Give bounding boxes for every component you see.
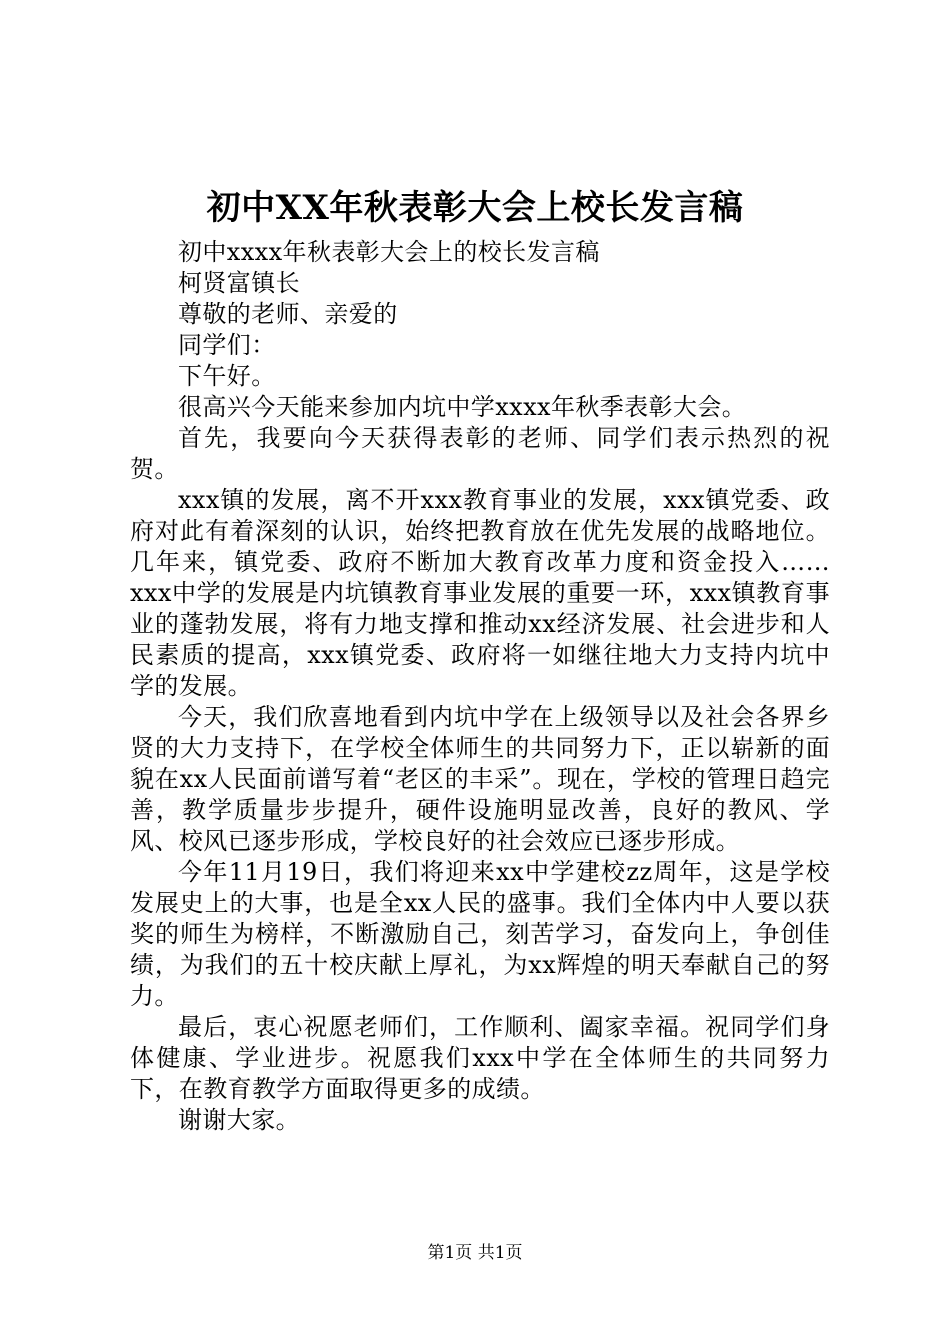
paragraph-anniversary: 今年11月19日，我们将迎来xx中学建校zz周年，这是学校发展史上的大事，也是全xx人民的盛事。我们全体内中人要以获奖的师生为榜样，不断激励自己，刻苦学习，奋发向上，争创佳绩，为我们的五十校庆献上厚礼，为xx辉煌的明天奉献自己的努力。	[130, 858, 830, 1010]
paragraph-school-progress: 今天，我们欣喜地看到内坑中学在上级领导以及社会各界乡贤的大力支持下，在学校全体师生的共同努力下，正以崭新的面貌在xx人民面前谱写着“老区的丰采”。现在，学校的管理日趋完善，教学质量步步提升，硬件设施明显改善，良好的教风、学风、校风已逐步形成，学校良好的社会效应已逐步形成。	[130, 703, 830, 855]
paragraph-opening: 很高兴今天能来参加内坑中学xxxx年秋季表彰大会。	[178, 393, 747, 421]
paragraph-closing-wishes: 最后，衷心祝愿老师们，工作顺利、阖家幸福。祝同学们身体健康、学业进步。祝愿我们xxx中学在全体师生的共同努力下，在教育教学方面取得更多的成绩。	[130, 1013, 830, 1103]
paragraph-subtitle: 初中xxxx年秋表彰大会上的校长发言稿	[178, 238, 600, 266]
page-footer: 第1页 共1页	[427, 1243, 523, 1263]
document-title: 初中XX年秋表彰大会上校长发言稿	[206, 188, 744, 228]
paragraph-salutation-2: 同学们：	[178, 331, 276, 359]
paragraph-greeting: 下午好。	[178, 362, 276, 390]
paragraph-town-development: xxx镇的发展，离不开xxx教育事业的发展，xxx镇党委、政府对此有着深刻的认识，始终把教育放在优先发展的战略地位。几年来，镇党委、政府不断加大教育改革力度和资金投入……xxx中学的发展是内坑镇教育事业发展的重要一环，xxx镇教育事业的蓬勃发展，将有力地支撑和推动xx经济发展、社会进步和人民素质的提高，xxx镇党委、政府将一如继往地大力支持内坑中学的发展。	[130, 486, 830, 700]
document-body	[130, 237, 830, 1136]
paragraph-congratulations: 首先，我要向今天获得表彰的老师、同学们表示热烈的祝贺。	[130, 424, 830, 483]
paragraph-speaker: 柯贤富镇长	[178, 269, 300, 297]
paragraph-thanks: 谢谢大家。	[178, 1106, 300, 1134]
paragraph-salutation-1: 尊敬的老师、亲爱的	[178, 300, 398, 328]
